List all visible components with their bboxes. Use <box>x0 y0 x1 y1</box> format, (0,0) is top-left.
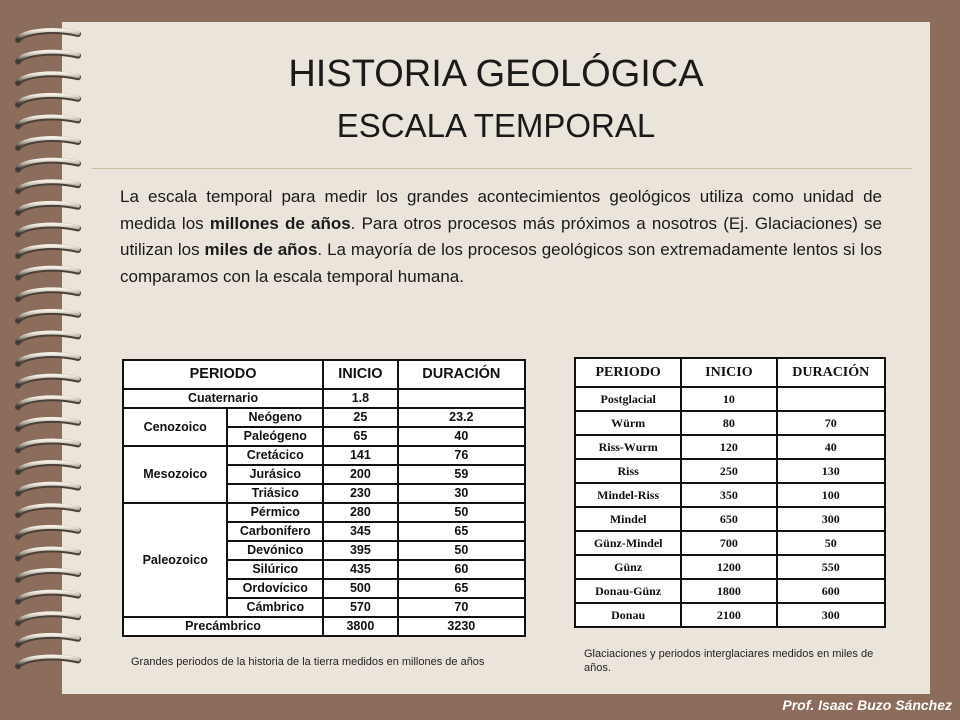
header-inicio: INICIO <box>323 360 398 389</box>
period-inicio: 1200 <box>681 555 776 579</box>
geologic-periods-table <box>122 359 526 637</box>
intro-paragraph <box>120 184 882 290</box>
period-duracion: 23.2 <box>398 408 525 427</box>
era-name: Cenozoico <box>123 408 227 446</box>
header-duracion: DURACIÓN <box>777 358 886 387</box>
period-inicio: 250 <box>681 459 776 483</box>
period-inicio: 1.8 <box>323 389 398 408</box>
period-name: Carbonífero <box>227 522 323 541</box>
period-duracion: 65 <box>398 579 525 598</box>
period-inicio: 395 <box>323 541 398 560</box>
period-name: Cretácico <box>227 446 323 465</box>
table-row <box>123 503 525 522</box>
period-inicio: 141 <box>323 446 398 465</box>
period-name: Precámbrico <box>123 617 323 636</box>
header-periodo: PERIODO <box>575 358 681 387</box>
table-row <box>575 483 885 507</box>
author-credit: Prof. Isaac Buzo Sánchez <box>782 697 952 713</box>
period-name: Riss <box>575 459 681 483</box>
table-row <box>123 617 525 636</box>
period-name: Cuaternario <box>123 389 323 408</box>
table-header-row <box>575 358 885 387</box>
period-name: Silúrico <box>227 560 323 579</box>
period-duracion: 50 <box>398 503 525 522</box>
period-inicio: 200 <box>323 465 398 484</box>
period-duracion: 76 <box>398 446 525 465</box>
period-duracion <box>777 387 886 411</box>
period-inicio: 435 <box>323 560 398 579</box>
table-row <box>575 579 885 603</box>
period-duracion: 40 <box>777 435 886 459</box>
period-inicio: 25 <box>323 408 398 427</box>
period-name: Donau <box>575 603 681 627</box>
era-name: Mesozoico <box>123 446 227 503</box>
table2-caption: Glaciaciones y periodos interglaciares medidos en miles de años. <box>584 648 874 674</box>
page-title: HISTORIA GEOLÓGICA <box>288 53 704 95</box>
period-name: Devónico <box>227 541 323 560</box>
period-name: Günz-Mindel <box>575 531 681 555</box>
period-duracion: 3230 <box>398 617 525 636</box>
period-inicio: 350 <box>681 483 776 507</box>
table-row <box>575 555 885 579</box>
period-inicio: 570 <box>323 598 398 617</box>
period-inicio: 120 <box>681 435 776 459</box>
intro-bold: millones de años <box>209 213 351 233</box>
period-inicio: 500 <box>323 579 398 598</box>
table-row <box>575 459 885 483</box>
table1-caption: Grandes periodos de la historia de la tierra medidos en millones de años <box>131 656 485 668</box>
period-name: Paleógeno <box>227 427 323 446</box>
period-duracion: 60 <box>398 560 525 579</box>
period-duracion: 100 <box>777 483 886 507</box>
header-periodo: PERIODO <box>123 360 323 389</box>
intro-text: . La mayoría de los procesos geológicos son extremadamente lentos si los comparamos con la escala temporal humana. <box>120 240 883 286</box>
period-name: Würm <box>575 411 681 435</box>
period-name: Riss-Wurm <box>575 435 681 459</box>
period-duracion: 65 <box>398 522 525 541</box>
period-inicio: 1800 <box>681 579 776 603</box>
period-name: Cámbrico <box>227 598 323 617</box>
period-duracion: 50 <box>777 531 886 555</box>
period-name: Donau-Günz <box>575 579 681 603</box>
period-inicio: 230 <box>323 484 398 503</box>
period-inicio: 2100 <box>681 603 776 627</box>
period-name: Neógeno <box>227 408 323 427</box>
page-subtitle: ESCALA TEMPORAL <box>336 107 656 144</box>
period-duracion: 50 <box>398 541 525 560</box>
period-duracion <box>398 389 525 408</box>
table-row <box>575 411 885 435</box>
period-name: Postglacial <box>575 387 681 411</box>
period-inicio: 3800 <box>323 617 398 636</box>
period-inicio: 345 <box>323 522 398 541</box>
table-row <box>575 435 885 459</box>
table-header-row <box>123 360 525 389</box>
period-inicio: 10 <box>681 387 776 411</box>
period-name: Triásico <box>227 484 323 503</box>
title-divider <box>92 168 912 169</box>
period-duracion: 70 <box>777 411 886 435</box>
period-duracion: 30 <box>398 484 525 503</box>
period-duracion: 59 <box>398 465 525 484</box>
table-row <box>575 531 885 555</box>
era-name: Paleozoico <box>123 503 227 617</box>
intro-bold: miles de años <box>204 240 318 259</box>
period-duracion: 130 <box>777 459 886 483</box>
intro-text: La escala temporal para medir los grandes acontecimientos geológicos utiliza como unidad de medida los <box>120 187 882 233</box>
period-inicio: 700 <box>681 531 776 555</box>
table-row <box>575 387 885 411</box>
period-name: Günz <box>575 555 681 579</box>
period-name: Mindel-Riss <box>575 483 681 507</box>
period-inicio: 280 <box>323 503 398 522</box>
table-row <box>575 507 885 531</box>
intro-text: . Para otros procesos más próximos a nosotros (Ej. Glaciaciones) se utilizan los <box>120 213 882 259</box>
period-inicio: 80 <box>681 411 776 435</box>
period-duracion: 300 <box>777 507 886 531</box>
period-duracion: 550 <box>777 555 886 579</box>
table-row <box>123 446 525 465</box>
period-name: Ordovícico <box>227 579 323 598</box>
header-inicio: INICIO <box>681 358 776 387</box>
table-row <box>123 389 525 408</box>
period-duracion: 300 <box>777 603 886 627</box>
period-name: Jurásico <box>227 465 323 484</box>
period-inicio: 650 <box>681 507 776 531</box>
period-duracion: 600 <box>777 579 886 603</box>
table-row <box>123 408 525 427</box>
period-name: Pérmico <box>227 503 323 522</box>
period-duracion: 70 <box>398 598 525 617</box>
period-inicio: 65 <box>323 427 398 446</box>
period-duracion: 40 <box>398 427 525 446</box>
glaciations-table <box>574 357 886 628</box>
table-row <box>575 603 885 627</box>
header-duracion: DURACIÓN <box>398 360 525 389</box>
period-name: Mindel <box>575 507 681 531</box>
